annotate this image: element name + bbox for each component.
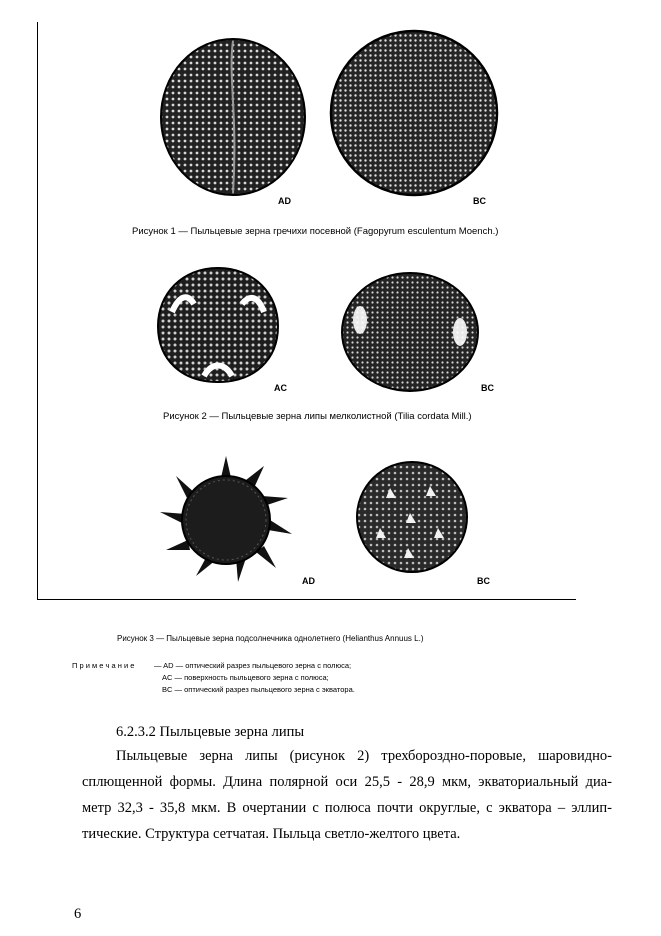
paragraph-line-3: метр 32,3 - 35,8 мкм. В очертании с полюса почти округлые, с экватора – эллип- xyxy=(82,800,612,816)
note-line-1: — AD — оптический разрез пыльцевого зерна с полюса; xyxy=(154,661,352,670)
figure-2-label-right: BC xyxy=(481,383,494,393)
figure-3-caption: Рисунок 3 — Пыльцевые зерна подсолнечника однолетнего (Helianthus Annuus L.) xyxy=(117,634,424,643)
section-paragraph xyxy=(82,743,612,847)
paragraph-line-2: сплющенной формы. Длина полярной оси 25,5 - 28,9 мкм, экваториальный диа- xyxy=(82,774,612,790)
figure-1-label-left: AD xyxy=(278,196,291,206)
figure-2-label-left: AC xyxy=(274,383,287,393)
sunflower-pollen-equatorial-image xyxy=(350,458,474,576)
linden-pollen-polar-image xyxy=(154,264,282,386)
note-heading: П р и м е ч а н и е xyxy=(72,661,135,670)
figure-3-label-left: AD xyxy=(302,576,315,586)
note-line-2: AC — поверхность пыльцевого зерна с полюса; xyxy=(162,673,329,682)
buckwheat-pollen-equatorial-image xyxy=(328,28,500,198)
figure-3-label-right: BC xyxy=(477,576,490,586)
section-heading: 6.2.3.2 Пыльцевые зерна липы xyxy=(116,724,305,740)
paragraph-line-1: Пыльцевые зерна липы (рисунок 2) трехбороздно-поровые, шаровидно- xyxy=(116,748,612,764)
sunflower-pollen-polar-image xyxy=(156,452,296,586)
figure-1-caption: Рисунок 1 — Пыльцевые зерна гречихи посевной (Fagopyrum esculentum Moench.) xyxy=(132,226,499,237)
note-line-3: BC — оптический разрез пыльцевого зерна с экватора. xyxy=(162,685,355,694)
figure-1-label-right: BC xyxy=(473,196,486,206)
page-number: 6 xyxy=(74,906,82,922)
figure-2-caption: Рисунок 2 — Пыльцевые зерна липы мелколистной (Tilia cordata Mill.) xyxy=(163,411,472,422)
buckwheat-pollen-polar-image xyxy=(158,36,308,198)
figure-frame-bottom xyxy=(37,599,576,600)
figure-frame-left xyxy=(37,22,38,599)
linden-pollen-equatorial-image xyxy=(340,270,480,394)
paragraph-line-4: тические. Структура сетчатая. Пыльца светло-желтого цвета. xyxy=(82,826,461,842)
